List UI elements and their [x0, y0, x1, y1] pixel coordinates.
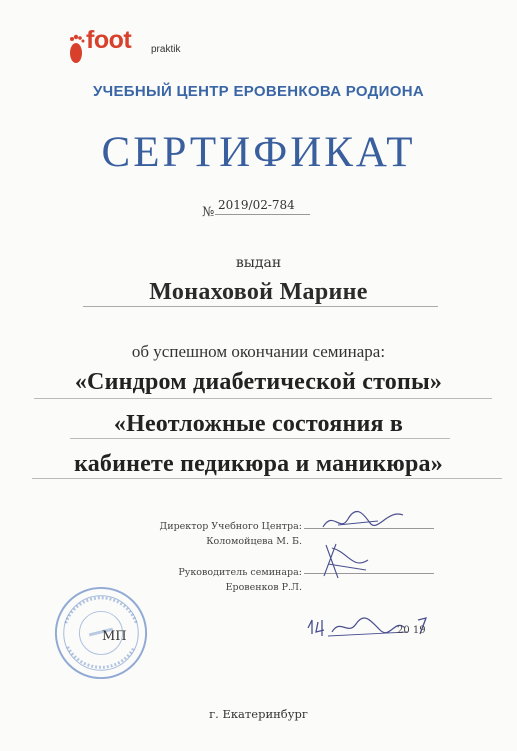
seminar-underline-2	[70, 438, 450, 439]
seminar-line-1: «Синдром диабетической стопы»	[74, 369, 443, 395]
organization-name: УЧЕБНЫЙ ЦЕНТР ЕРОВЕНКОВА РОДИОНА	[93, 83, 424, 100]
round-stamp	[52, 584, 150, 682]
number-sign: №	[202, 205, 215, 220]
logo-wordmark: foot	[86, 26, 132, 54]
completion-text: об успешном окончании семинара:	[131, 342, 386, 361]
recipient-name: Монаховой Марине	[149, 279, 368, 305]
number-underline	[215, 214, 310, 215]
stamp-place-label: МП	[102, 629, 127, 644]
city: г. Екатеринбург	[209, 707, 308, 721]
issued-label: выдан	[235, 255, 282, 271]
logo-subtitle: praktik	[151, 44, 181, 55]
seminar-underline-3	[32, 478, 502, 479]
recipient-underline	[83, 306, 438, 307]
certificate-number: 2019/02-784	[218, 198, 295, 212]
director-title: Директор Учебного Центра:	[159, 521, 302, 532]
seminar-line-3: кабинете педикюра и маникюра»	[74, 451, 443, 477]
leader-name: Еровенков Р.Л.	[225, 582, 302, 593]
leader-signature	[318, 540, 373, 582]
seminar-underline-1	[34, 398, 492, 399]
seminar-line-2: «Неотложные состояния в	[113, 411, 404, 437]
director-name: Коломойцева М. Б.	[206, 536, 302, 547]
certificate-title: СЕРТИФИКАТ	[101, 129, 416, 176]
leader-title: Руководитель семинара:	[178, 567, 302, 578]
date-year: 20 19	[397, 625, 426, 636]
director-signature	[318, 505, 408, 535]
footprint-icon	[62, 27, 212, 67]
